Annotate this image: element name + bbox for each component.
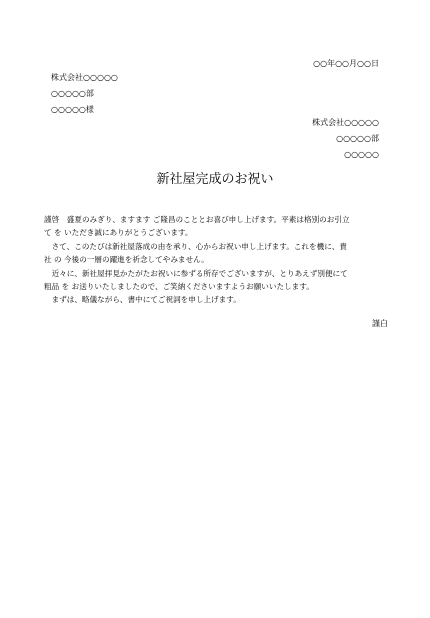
sender-block (312, 117, 379, 165)
recipient-block (51, 72, 118, 120)
closing-word: 謹白 (372, 319, 388, 328)
sender-company: 株式会社○○○○○ (312, 118, 379, 127)
recipient-name: ○○○○○様 (51, 105, 94, 114)
body-line: まずは、略儀ながら、書中にてご祝詞を申し上げます。 (44, 295, 241, 305)
recipient-department: ○○○○○部 (51, 89, 94, 98)
letter-title: 新社屋完成のお祝い (156, 172, 274, 187)
body-line: 社 の 今後の一層の躍進を祈念してやみません。 (44, 255, 209, 265)
body-line: 近々に、新社屋拝見かたがたお祝いに参ずる所存でございますが、とりあえず別便にて (44, 268, 348, 278)
sender-department: ○○○○○部 (336, 134, 379, 143)
sender-name: ○○○○○ (344, 150, 379, 159)
body-line: 謹啓 盛夏のみぎり、ますます ご隆昌のこととお喜び申し上げます。平素は格別のお引立 (44, 215, 350, 224)
recipient-company: 株式会社○○○○○ (51, 73, 118, 82)
letter-body (44, 213, 388, 307)
body-line: て を いただき誠にありがとうございます。 (44, 228, 193, 238)
body-line: 粗品 を お送りいたしましたので、ご笑納くださいますようお願いいたします。 (44, 282, 314, 292)
body-line: さて、このたびは新社屋落成の由を承り、心からお祝い申し上げます。これを機に、貴 (44, 241, 347, 251)
letter-date: ○○年○○月○○日 (313, 59, 379, 68)
